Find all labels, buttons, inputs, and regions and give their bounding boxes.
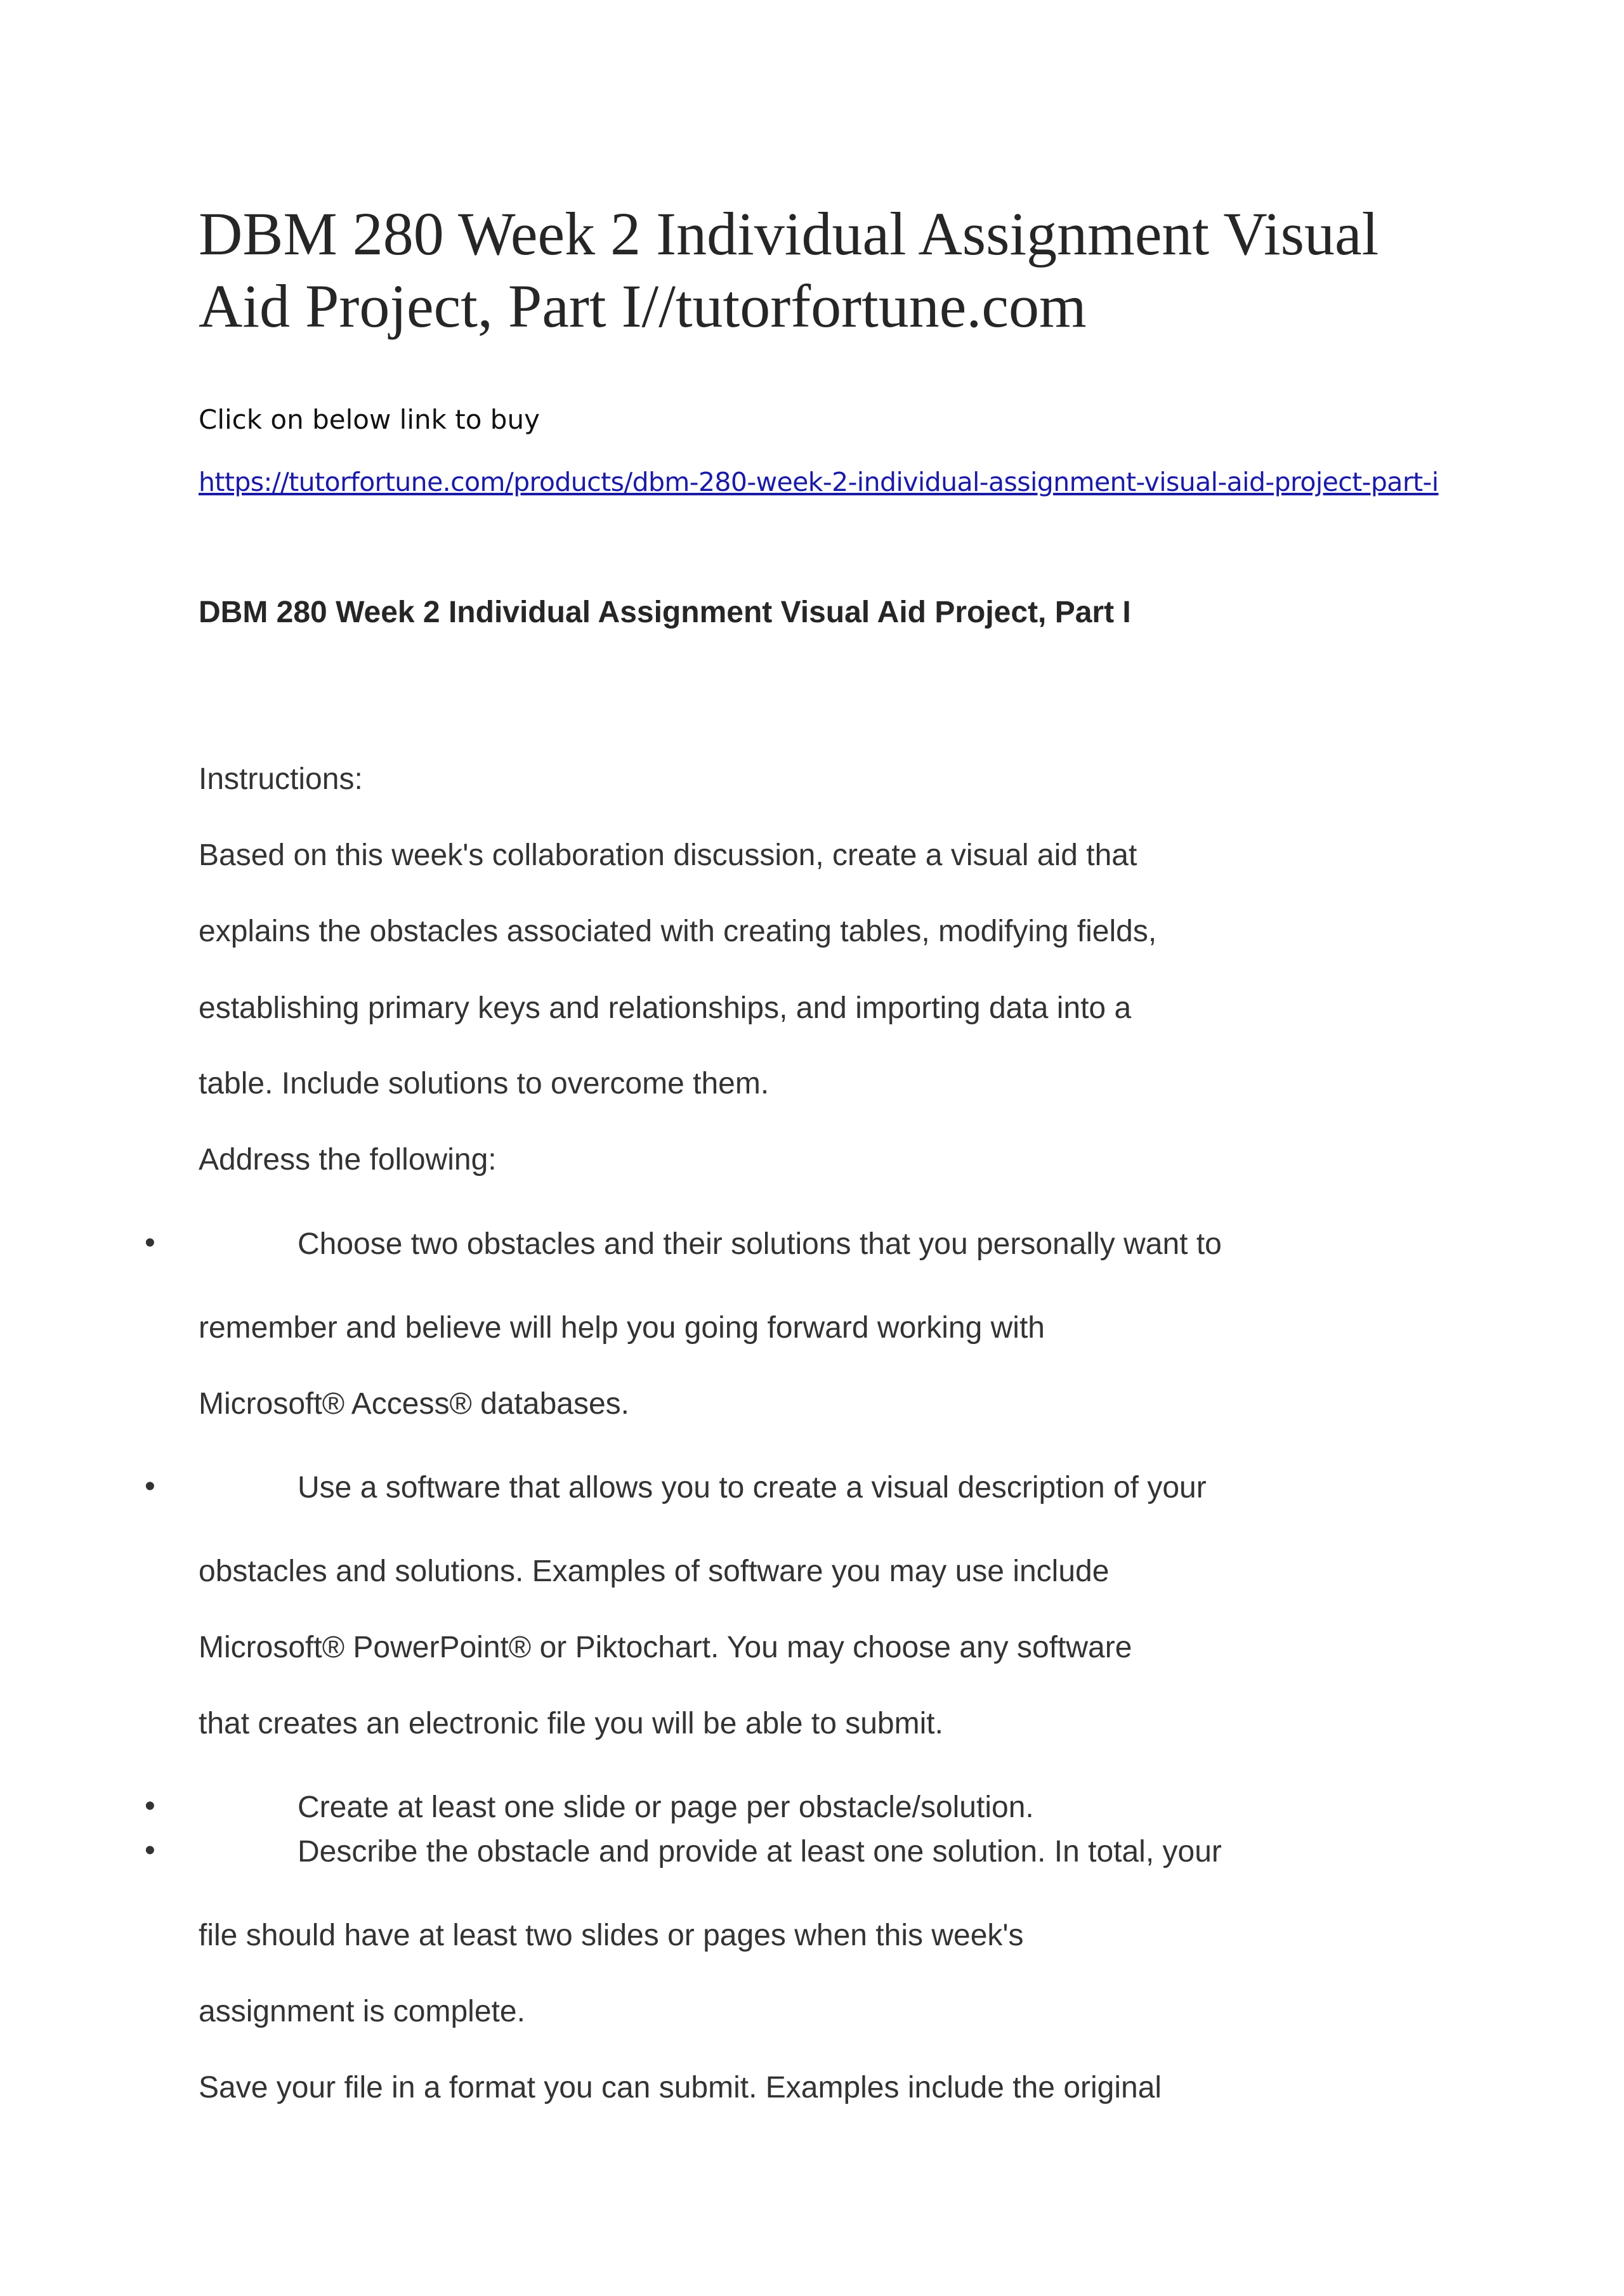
bullet-continuation: Microsoft® Access® databases. — [199, 1387, 630, 1421]
bullet-first-line: Create at least one slide or page per obstacle/solution. — [298, 1790, 1034, 1824]
bullet-first-line: Use a software that allows you to create a visual description of your — [298, 1471, 1207, 1504]
bullet-first-line: Choose two obstacles and their solutions that you personally want to — [298, 1227, 1222, 1261]
section-heading: DBM 280 Week 2 Individual Assignment Visual Aid Project, Part I — [199, 596, 1131, 629]
bullet-dot: • — [145, 1789, 155, 1823]
buy-link[interactable]: https://tutorfortune.com/products/dbm-280-week-2-individual-assignment-visual-aid-project-part-i — [199, 467, 1439, 497]
title-line-2: Aid Project, Part I//tutorfortune.com — [199, 272, 1087, 340]
paragraph-line: table. Include solutions to overcome them. — [199, 1067, 769, 1100]
bullet-dot: • — [145, 1470, 155, 1503]
bullet-continuation: file should have at least two slides or pages when this week's — [199, 1919, 1024, 1952]
bullet-continuation: that creates an electronic file you will be able to submit. — [199, 1707, 943, 1740]
paragraph-line: establishing primary keys and relationships, and importing data into a — [199, 991, 1132, 1025]
bullet-continuation: obstacles and solutions. Examples of software you may use include — [199, 1555, 1110, 1588]
bullet-continuation: assignment is complete. — [199, 1995, 525, 2028]
bullet-first-line: Describe the obstacle and provide at least one solution. In total, your — [298, 1835, 1222, 1869]
bullet-dot: • — [145, 1226, 155, 1260]
address-label: Address the following: — [199, 1143, 497, 1177]
bullet-continuation: remember and believe will help you going forward working with — [199, 1311, 1045, 1345]
bullet-continuation: Microsoft® PowerPoint® or Piktochart. You may choose any software — [199, 1631, 1132, 1664]
bullet-dot: • — [145, 1834, 155, 1867]
document-title — [199, 198, 1531, 342]
buy-prompt: Click on below link to buy — [199, 404, 540, 435]
instructions-label: Instructions: — [199, 762, 363, 796]
title-line-1: DBM 280 Week 2 Individual Assignment Visual — [199, 200, 1379, 268]
closing-line: Save your file in a format you can submit. Examples include the original — [199, 2071, 1162, 2104]
paragraph-line: Based on this week's collaboration discussion, create a visual aid that — [199, 838, 1137, 872]
paragraph-line: explains the obstacles associated with creating tables, modifying fields, — [199, 915, 1157, 948]
